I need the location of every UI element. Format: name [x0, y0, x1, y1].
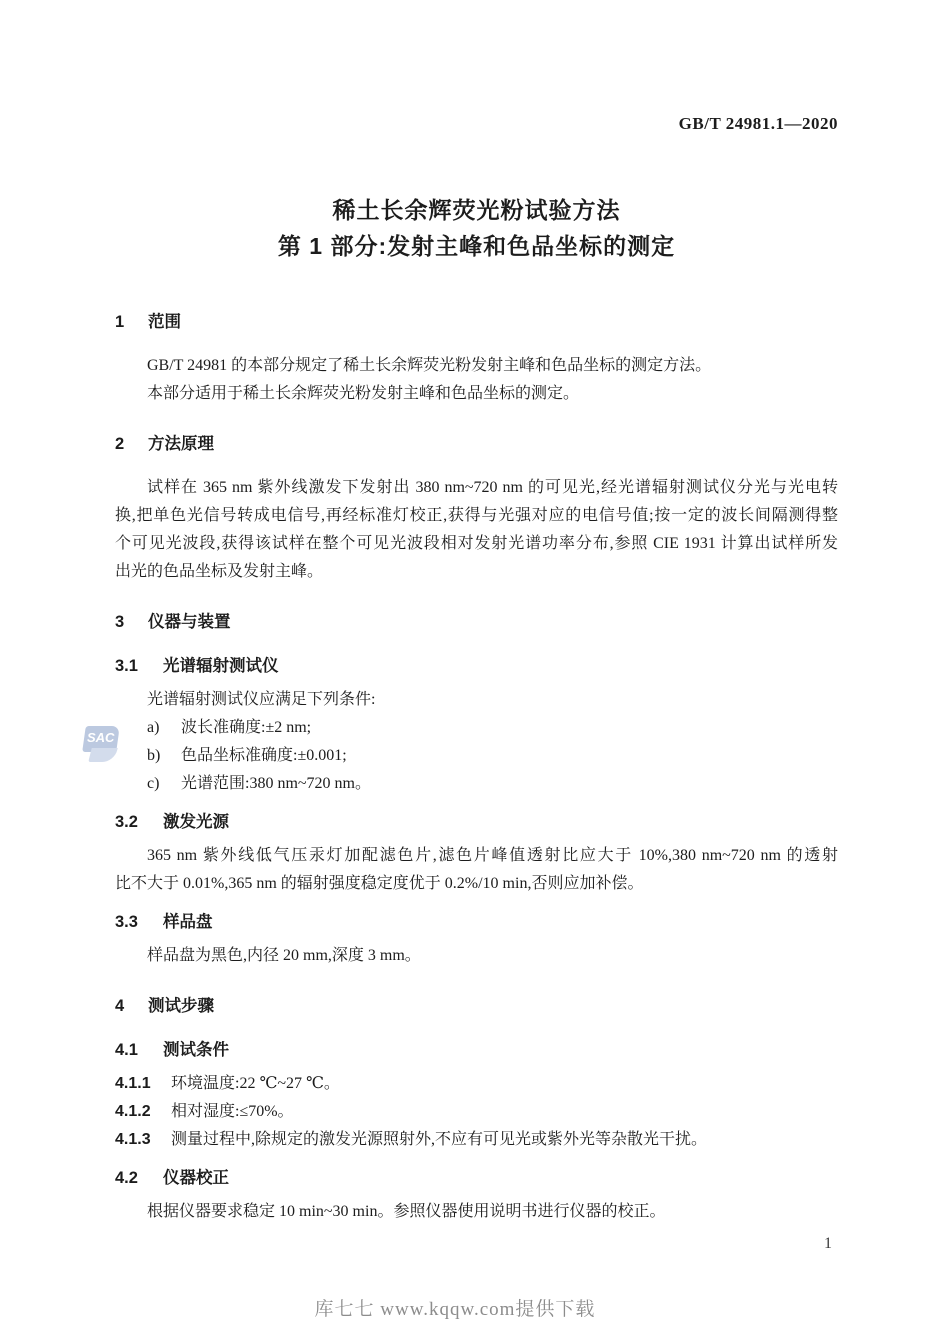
section-3-1-number: 3.1 [115, 657, 138, 675]
document-title-line1: 稀土长余辉荧光粉试验方法 [332, 197, 621, 223]
list-item-b [115, 742, 838, 770]
section-1-number: 1 [115, 313, 125, 331]
document-title [115, 192, 838, 264]
section-3-3-heading [115, 908, 838, 936]
section-1-heading [115, 308, 838, 336]
standard-code: GB/T 24981.1—2020 [678, 114, 838, 133]
section-3-2-number: 3.2 [115, 813, 138, 831]
section-3-heading [115, 608, 838, 636]
section-3-1-heading [115, 652, 838, 680]
section-1-paragraph-1: GB/T 24981 的本部分规定了稀土长余辉荧光粉发射主峰和色品坐标的测定方法。 [147, 357, 712, 374]
section-2-number: 2 [115, 435, 125, 453]
section-2-line-1: 试样在 365 nm 紫外线激发下发射出 380 nm~720 nm 的可见光,经光谱辐射测试仪分光与光电转 [147, 479, 838, 496]
section-3-2-line-1: 365 nm 紫外线低气压汞灯加配滤色片,滤色片峰值透射比应大于 10%,380 nm~720 nm 的透射 [147, 847, 838, 864]
section-3-1-title: 光谱辐射测试仪 [163, 657, 279, 675]
section-4-heading [115, 992, 838, 1020]
page-number: 1 [824, 1235, 832, 1252]
clause-4-1-2-text: 相对湿度:≤70%。 [171, 1103, 294, 1120]
section-3-3-title: 样品盘 [163, 913, 213, 931]
section-4-title: 测试步骤 [148, 997, 214, 1015]
section-4-1-number: 4.1 [115, 1041, 138, 1059]
list-item-c-marker: c) [147, 775, 160, 792]
section-2-line-3: 个可见光波段,获得该试样在整个可见光波段相对发射光谱功率分布,参照 CIE 1931 计算出试样所发 [115, 535, 838, 552]
clause-4-1-3-number: 4.1.3 [115, 1131, 151, 1148]
section-4-2-heading [115, 1164, 838, 1192]
list-item-b-text: 色品坐标准确度:±0.001; [181, 747, 347, 764]
section-3-title: 仪器与装置 [148, 613, 231, 631]
section-2-heading [115, 430, 838, 458]
list-item-a-marker: a) [147, 719, 160, 736]
section-1-paragraph-2: 本部分适用于稀土长余辉荧光粉发射主峰和色品坐标的测定。 [147, 385, 580, 402]
list-item-c [115, 770, 838, 798]
page-content [0, 112, 950, 1226]
section-1-title: 范围 [148, 313, 181, 331]
clause-4-1-2 [115, 1098, 838, 1126]
clause-4-1-2-number: 4.1.2 [115, 1103, 151, 1120]
sac-logo-text: SAC [87, 730, 115, 745]
clause-4-1-3 [115, 1126, 838, 1154]
list-item-b-marker: b) [147, 747, 161, 764]
document-title-line2: 第 1 部分:发射主峰和色品坐标的测定 [277, 233, 676, 259]
section-4-2-number: 4.2 [115, 1169, 138, 1187]
section-3-3-number: 3.3 [115, 913, 138, 931]
section-2-line-2: 换,把单色光信号转成电信号,再经标准灯校正,获得与光强对应的电信号值;按一定的波长间隔测得整 [115, 507, 838, 524]
list-item-c-text: 光谱范围:380 nm~720 nm。 [181, 775, 371, 792]
section-2-line-4: 出光的色品坐标及发射主峰。 [115, 563, 324, 580]
section-3-2-title: 激发光源 [163, 813, 229, 831]
download-watermark: 库七七 www.kqqw.com提供下载 [314, 1299, 596, 1320]
section-3-number: 3 [115, 613, 125, 631]
section-3-2-line-2: 比不大于 0.01%,365 nm 的辐射强度稳定度优于 0.2%/10 min,否则应加补偿。 [115, 875, 644, 892]
section-4-1-title: 测试条件 [163, 1041, 229, 1059]
section-3-3-paragraph: 样品盘为黑色,内径 20 mm,深度 3 mm。 [147, 947, 421, 964]
section-4-2-title: 仪器校正 [163, 1169, 229, 1187]
list-item-a [115, 714, 838, 742]
section-2-title: 方法原理 [148, 435, 214, 453]
clause-4-1-1-number: 4.1.1 [115, 1075, 151, 1092]
clause-4-1-1 [115, 1070, 838, 1098]
section-4-number: 4 [115, 997, 125, 1015]
clause-4-1-1-text: 环境温度:22 ℃~27 ℃。 [171, 1075, 340, 1092]
section-4-1-heading [115, 1036, 838, 1064]
section-3-1-intro: 光谱辐射测试仪应满足下列条件: [147, 691, 376, 708]
section-4-2-paragraph: 根据仪器要求稳定 10 min~30 min。参照仪器使用说明书进行仪器的校正。 [147, 1203, 666, 1220]
list-item-a-text: 波长准确度:±2 nm; [181, 719, 312, 736]
clause-4-1-3-text: 测量过程中,除规定的激发光源照射外,不应有可见光或紫外光等杂散光干扰。 [171, 1131, 708, 1148]
section-3-2-heading [115, 808, 838, 836]
